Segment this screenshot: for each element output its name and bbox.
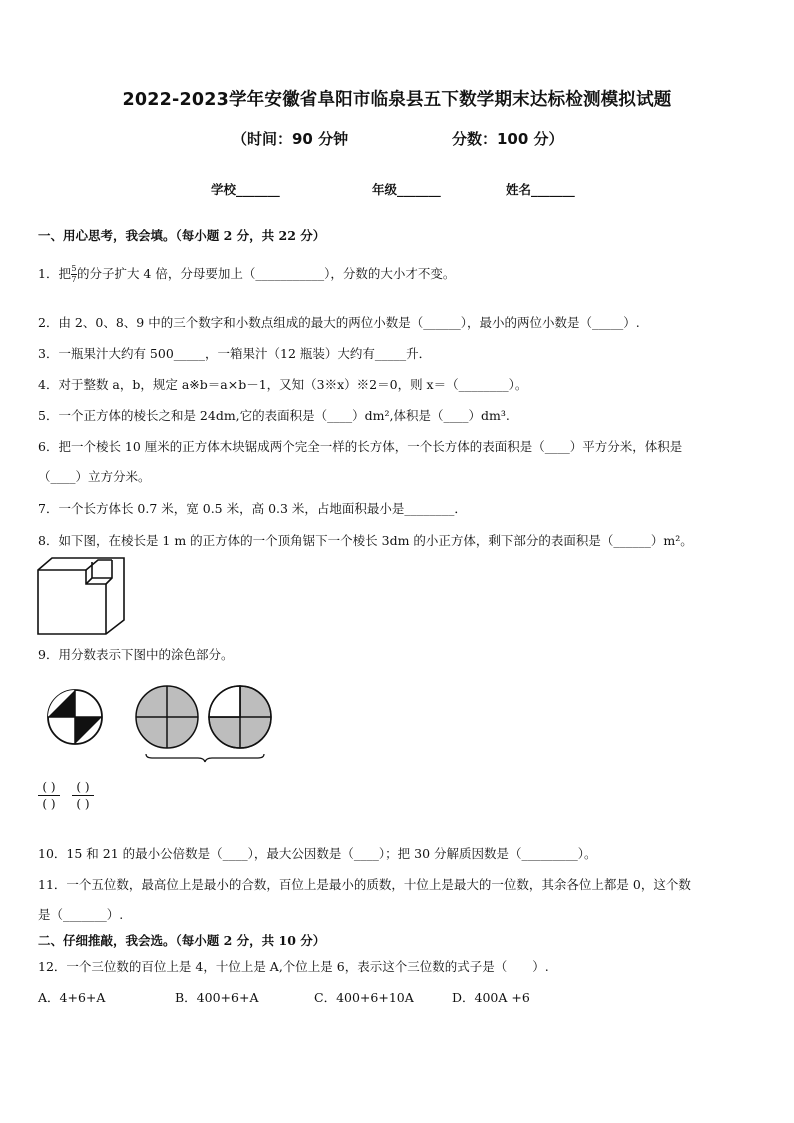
question-1-prefix: 1．把 [38,266,71,281]
school-field[interactable]: 学校_______ [211,182,280,197]
question-4: 4．对于整数 a，b，规定 a※b＝a×b－1，又知（3※x）※2＝0，则 x＝（________）。 [38,377,528,392]
question-6-line-1: 6．把一个棱长 10 厘米的正方体木块锯成两个完全一样的长方体，一个长方体的表面积是（____）平方分米，体积是 [38,439,683,454]
exam-score: 分数：100 分） [452,130,564,148]
answer-2-numerator[interactable]: ( ) [76,780,90,794]
question-5: 5．一个正方体的棱长之和是 24dm,它的表面积是（____）dm²,体积是（____）dm³. [38,408,510,423]
fraction-denominator: 7 [71,275,77,284]
name-field[interactable]: 姓名_______ [506,182,575,197]
option-a[interactable]: A．4+6+A [38,990,106,1005]
question-11-line-2: 是（_______）. [38,907,124,922]
two-shaded-circles-figure [132,682,276,764]
question-8: 8．如下图，在棱长是 1 m 的正方体的一个顶角锯下一个棱长 3dm 的小正方体，剩下部分的表面积是（______）m²。 [38,533,693,548]
exam-time: （时间：90 分钟 [232,130,349,148]
cube-cutout-figure [36,556,128,638]
section-heading-choice: 二、仔细推敲，我会选。（每小题 2 分，共 10 分） [38,933,326,948]
answer-2-denominator[interactable]: ( ) [76,797,90,811]
answer-fraction-1 [38,780,60,811]
question-7: 7．一个长方体长 0.7 米，宽 0.5 米，高 0.3 米，占地面积最小是________． [38,501,467,516]
question-6-line-2: （____）立方分米。 [38,469,151,484]
option-b[interactable]: B．400+6+A [175,990,259,1005]
section-heading-fill: 一、用心思考，我会填。（每小题 2 分，共 22 分） [38,228,326,243]
question-1-text: 的分子扩大 4 倍，分母要加上（___________），分数的大小才不变。 [76,266,456,281]
page-title: 2022-2023学年安徽省阜阳市临泉县五下数学期末达标检测模拟试题 [122,90,672,110]
circle-quarters-shaded-figure [44,686,106,748]
grade-field[interactable]: 年级_______ [372,182,441,197]
answer-1-denominator[interactable]: ( ) [42,797,56,811]
question-1 [38,264,455,284]
question-3: 3．一瓶果汁大约有 500_____，一箱果汁（12 瓶装）大约有_____升． [38,346,432,361]
option-c[interactable]: C．400+6+10A [314,990,414,1005]
fraction-numerator: 5 [71,264,77,273]
option-d[interactable]: D．400A +6 [452,990,530,1005]
question-2: 2．由 2、0、8、9 中的三个数字和小数点组成的最大的两位小数是（______），最小的两位小数是（_____）. [38,315,640,330]
question-10: 10．15 和 21 的最小公倍数是（____），最大公因数是（____）；把 30 分解质因数是（_________）。 [38,846,597,861]
answer-1-numerator[interactable]: ( ) [42,780,56,794]
question-9: 9．用分数表示下图中的涂色部分。 [38,647,234,662]
question-11-line-1: 11．一个五位数，最高位上是最小的合数，百位上是最小的质数，十位上是最大的一位数，其余各位上都是 0，这个数 [38,877,691,892]
question-12: 12．一个三位数的百位上是 4，十位上是 A,个位上是 6，表示这个三位数的式子是（ ）. [38,959,549,974]
answer-fraction-2 [72,780,94,811]
